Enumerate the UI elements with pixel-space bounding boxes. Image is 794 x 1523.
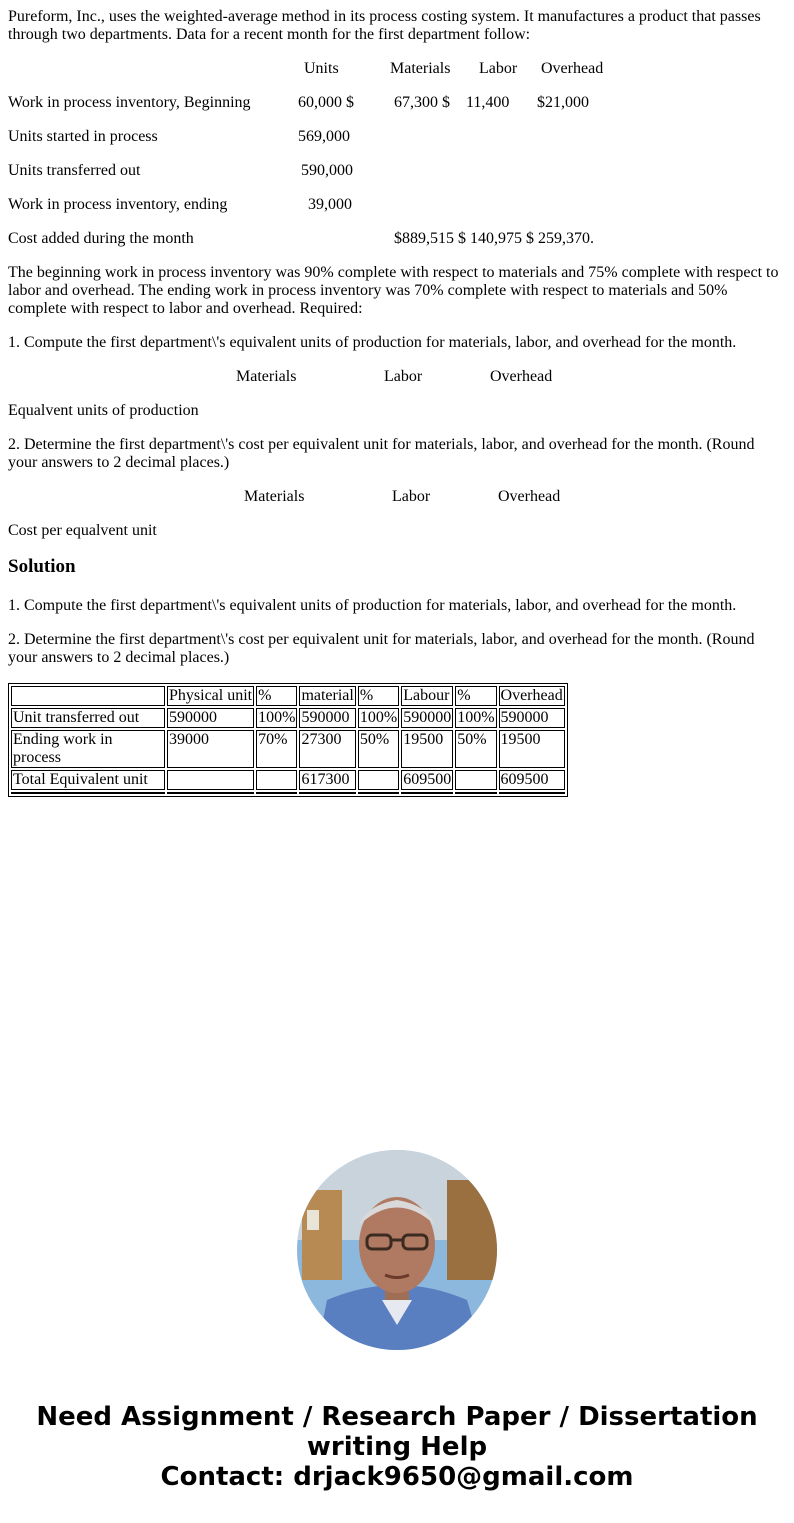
table-row (11, 730, 565, 768)
table-cell: 19500 (499, 730, 565, 768)
promo-contact: Contact: drjack9650@gmail.com (160, 1462, 634, 1492)
solution-heading: Solution (8, 556, 76, 577)
data-row-ending-wip (8, 196, 786, 214)
promo-line-2: writing Help (306, 1432, 488, 1462)
table-cell: 100% (457, 709, 495, 726)
table-cell: 590000 (403, 709, 452, 726)
row-materials: 67,300 $ (394, 94, 450, 111)
table-empty-cell (358, 792, 399, 794)
table-empty-cell (256, 792, 297, 794)
q1-header-materials: Materials (236, 368, 297, 385)
header-labor: Labor (479, 60, 518, 77)
row-units: 60,000 $ (298, 94, 354, 111)
promo-text (0, 1402, 794, 1492)
header-overhead: Overhead (541, 60, 604, 77)
table-header-row (11, 686, 565, 706)
table-cell: Total Equivalent unit (11, 770, 165, 790)
table-empty-row (11, 792, 565, 794)
row-label: Units transferred out (8, 162, 141, 179)
table-header-cell: % (455, 686, 496, 706)
promo-section (0, 1150, 794, 1492)
table-header-cell: Labour (401, 686, 453, 706)
q2-header-labor: Labor (392, 488, 431, 505)
table-header-cell: % (358, 686, 399, 706)
table-cell (256, 770, 297, 790)
table-cell: 590000 (167, 708, 254, 728)
q1-header-row (8, 368, 786, 386)
table-empty-cell (11, 792, 165, 794)
table-cell: 590000 (499, 708, 565, 728)
table-empty-cell (401, 792, 453, 794)
table-cell: 50% (358, 730, 399, 768)
q2-header-row (8, 488, 786, 506)
table-cell: 100% (258, 709, 296, 726)
promo-line-1: Need Assignment / Research Paper / Dissertation (36, 1402, 758, 1432)
row-costs: $889,515 $ 140,975 $ 259,370. (394, 230, 594, 247)
table-cell: 27300 (299, 730, 355, 768)
q1-row-label: Equalvent units of production (8, 402, 199, 419)
data-header-row (8, 60, 786, 78)
document-body (8, 8, 786, 797)
table-row (11, 708, 565, 728)
row-units: 39,000 (308, 196, 352, 213)
row-overhead: $21,000 (537, 94, 589, 111)
table-cell: 609500 (403, 771, 452, 788)
table-cell: Ending work in process (11, 730, 165, 768)
question-1: 1. Compute the first department\'s equivalent units of production for materials, labor, and overhead for the month. (8, 334, 737, 351)
tutor-portrait-image (297, 1150, 497, 1350)
table-header-cell: Physical unit (169, 687, 253, 704)
table-empty-cell (167, 792, 254, 794)
intro-paragraph: Pureform, Inc., uses the weighted-average method in its process costing system. It manufactures a product that passes through two departments. Data for a recent month for the first department follow: (8, 8, 761, 43)
row-label: Cost added during the month (8, 230, 194, 247)
table-empty-cell (299, 792, 355, 794)
solution-question-1: 1. Compute the first department\'s equivalent units of production for materials, labor, and overhead for the month. (8, 597, 737, 614)
data-row-units-transferred (8, 162, 786, 180)
table-empty-cell (455, 792, 496, 794)
data-row-cost-added (8, 230, 786, 248)
row-label: Units started in process (8, 128, 158, 145)
table-header-cell: Overhead (500, 687, 563, 704)
q1-header-overhead: Overhead (490, 368, 553, 385)
table-cell: 617300 (299, 770, 355, 790)
q1-header-labor: Labor (384, 368, 423, 385)
row-labor: 11,400 (466, 94, 510, 111)
row-label: Work in process inventory, Beginning (8, 94, 251, 111)
completion-paragraph: The beginning work in process inventory was 90% complete with respect to materials and 75% complete with respect to labor and overhead. The ending work in process inventory was 70% complete with respect to materials and 50% complete with respect to labor and overhead. Required: (8, 264, 779, 317)
table-cell: 609500 (499, 770, 565, 790)
q2-header-materials: Materials (244, 488, 305, 505)
table-cell: 590000 (299, 708, 355, 728)
table-cell: 19500 (401, 730, 453, 768)
q2-header-overhead: Overhead (498, 488, 561, 505)
table-cell: 50% (455, 730, 496, 768)
table-cell: Unit transferred out (11, 708, 165, 728)
header-materials: Materials (390, 60, 451, 77)
row-units: 590,000 (301, 162, 353, 179)
tutor-avatar (297, 1150, 497, 1350)
data-row-units-started (8, 128, 786, 146)
table-header-cell (11, 686, 165, 706)
table-cell: 70% (256, 730, 297, 768)
header-units: Units (304, 60, 339, 77)
equivalent-units-table (8, 683, 568, 797)
table-cell (167, 770, 254, 790)
table-header-cell: % (256, 686, 297, 706)
row-units: 569,000 (298, 128, 350, 145)
table-cell: 100% (359, 709, 398, 726)
table-cell (455, 770, 496, 790)
question-2: 2. Determine the first department\'s cost per equivalent unit for materials, labor, and overhead for the month. (Round your answers to 2 decimal places.) (8, 436, 755, 471)
table-row (11, 770, 565, 790)
solution-question-2: 2. Determine the first department\'s cost per equivalent unit for materials, labor, and overhead for the month. (Round your answers to 2 decimal places.) (8, 631, 755, 666)
data-row-beginning-wip (8, 94, 786, 112)
table-cell (358, 770, 399, 790)
q2-row-label: Cost per equalvent unit (8, 522, 157, 539)
table-empty-cell (499, 792, 565, 794)
table-cell: 39000 (167, 730, 254, 768)
row-label: Work in process inventory, ending (8, 196, 228, 213)
table-header-cell: material (301, 687, 354, 704)
